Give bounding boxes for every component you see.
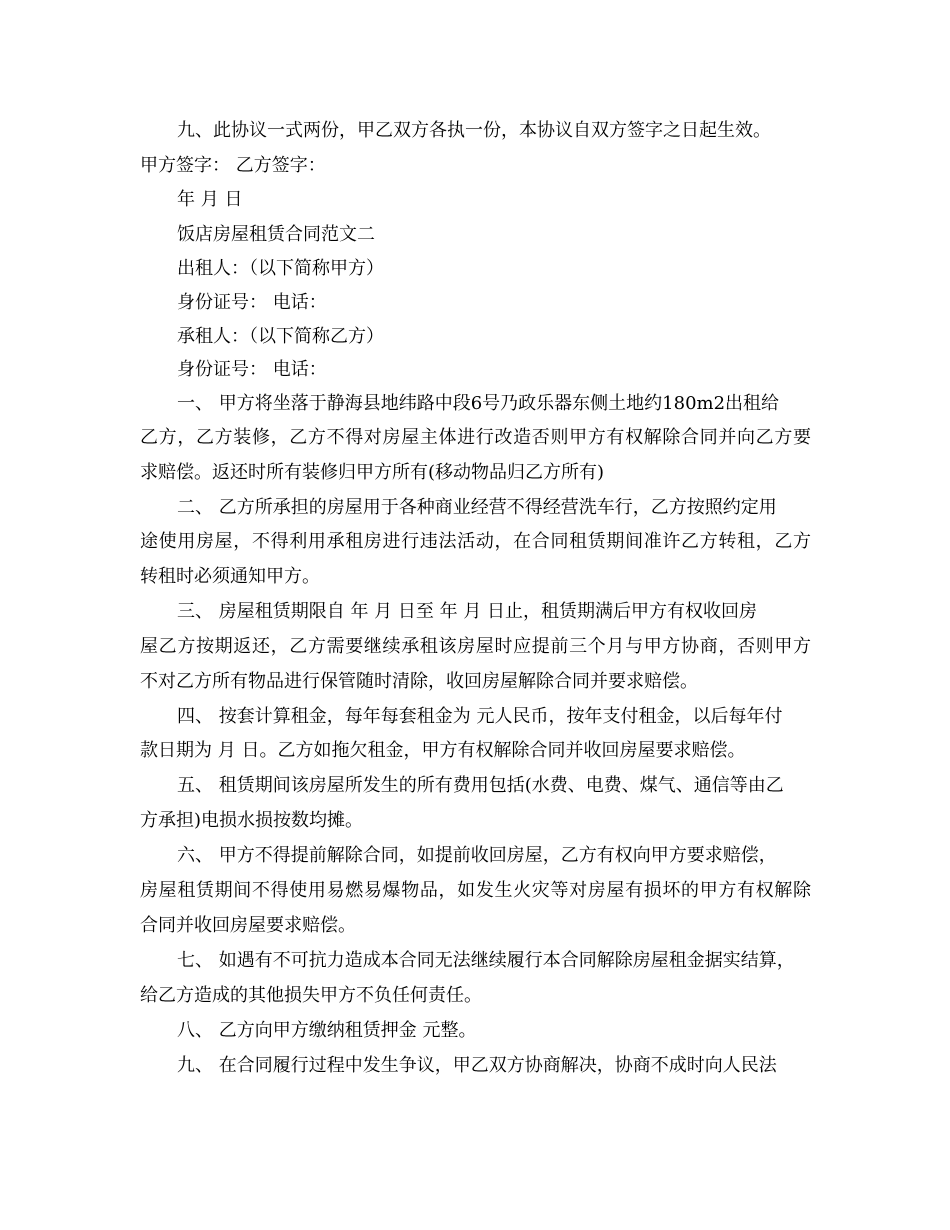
clause-four-line-1: 四、 按套计算租金，每年每套租金为 元人民币，按年支付租金，以后每年付 — [177, 706, 783, 727]
clause-five-line-1: 五、 租赁期间该房屋所发生的所有费用包括(水费、电费、煤气、通信等由乙 — [177, 775, 784, 796]
signature-line: 甲方签字： 乙方签字： — [140, 155, 326, 176]
clause-two-line-1: 二、 乙方所承担的房屋用于各种商业经营不得经营洗车行，乙方按照约定用 — [177, 497, 777, 518]
date-line: 年 月 日 — [177, 189, 243, 210]
clause-nine-agreement-copies: 九、此协议一式两份，甲乙双方各执一份，本协议自双方签字之日起生效。 — [177, 120, 771, 141]
clause-five-line-2: 方承担)电损水损按数均摊。 — [140, 810, 364, 831]
clause-three-line-2: 屋乙方按期返还，乙方需要继续承租该房屋时应提前三个月与甲方协商，否则甲方 — [140, 636, 811, 657]
clause-three-line-1: 三、 房屋租赁期限自 年 月 日至 年 月 日止，租赁期满后甲方有权收回房 — [177, 601, 758, 622]
clause-six-line-3: 合同并收回房屋要求赔偿。 — [140, 915, 356, 936]
clause-one-line-1: 一、 甲方将坐落于静海县地纬路中段6号乃政乐器东侧土地约180m2出租给 — [177, 393, 780, 414]
lessee-line: 承租人：（以下简称乙方） — [177, 326, 384, 347]
clause-two-line-3: 转租时必须通知甲方。 — [140, 566, 320, 587]
document-title: 饭店房屋租赁合同范文二 — [177, 224, 375, 245]
clause-three-line-3: 不对乙方所有物品进行保管随时清除，收回房屋解除合同并要求赔偿。 — [140, 671, 698, 692]
clause-six-line-2: 房屋租赁期间不得使用易燃易爆物品，如发生火灾等对房屋有损坏的甲方有权解除 — [140, 880, 811, 901]
clause-two-line-2: 途使用房屋，不得利用承租房进行违法活动，在合同租赁期间准许乙方转租，乙方 — [140, 531, 811, 552]
clause-one-line-3: 求赔偿。返还时所有装修归甲方所有(移动物品归乙方所有) — [140, 462, 605, 483]
clause-seven-line-2: 给乙方造成的其他损失甲方不负任何责任。 — [140, 985, 482, 1006]
lessor-line: 出租人：（以下简称甲方） — [177, 258, 384, 279]
clause-nine-dispute-line: 九、 在合同履行过程中发生争议，甲乙双方协商解决，协商不成时向人民法 — [177, 1055, 777, 1076]
clause-eight-line: 八、 乙方向甲方缴纳租赁押金 元整。 — [177, 1020, 477, 1041]
clause-one-line-2: 乙方，乙方装修，乙方不得对房屋主体进行改造否则甲方有权解除合同并向乙方要 — [140, 427, 811, 448]
lessee-id-phone-line: 身份证号： 电话： — [177, 359, 327, 380]
lessor-id-phone-line: 身份证号： 电话： — [177, 292, 327, 313]
clause-six-line-1: 六、 甲方不得提前解除合同，如提前收回房屋，乙方有权向甲方要求赔偿， — [177, 845, 777, 866]
clause-seven-line-1: 七、 如遇有不可抗力造成本合同无法继续履行本合同解除房屋租金据实结算， — [177, 950, 795, 971]
clause-four-line-2: 款日期为 月 日。乙方如拖欠租金，甲方有权解除合同并收回房屋要求赔偿。 — [140, 740, 746, 761]
